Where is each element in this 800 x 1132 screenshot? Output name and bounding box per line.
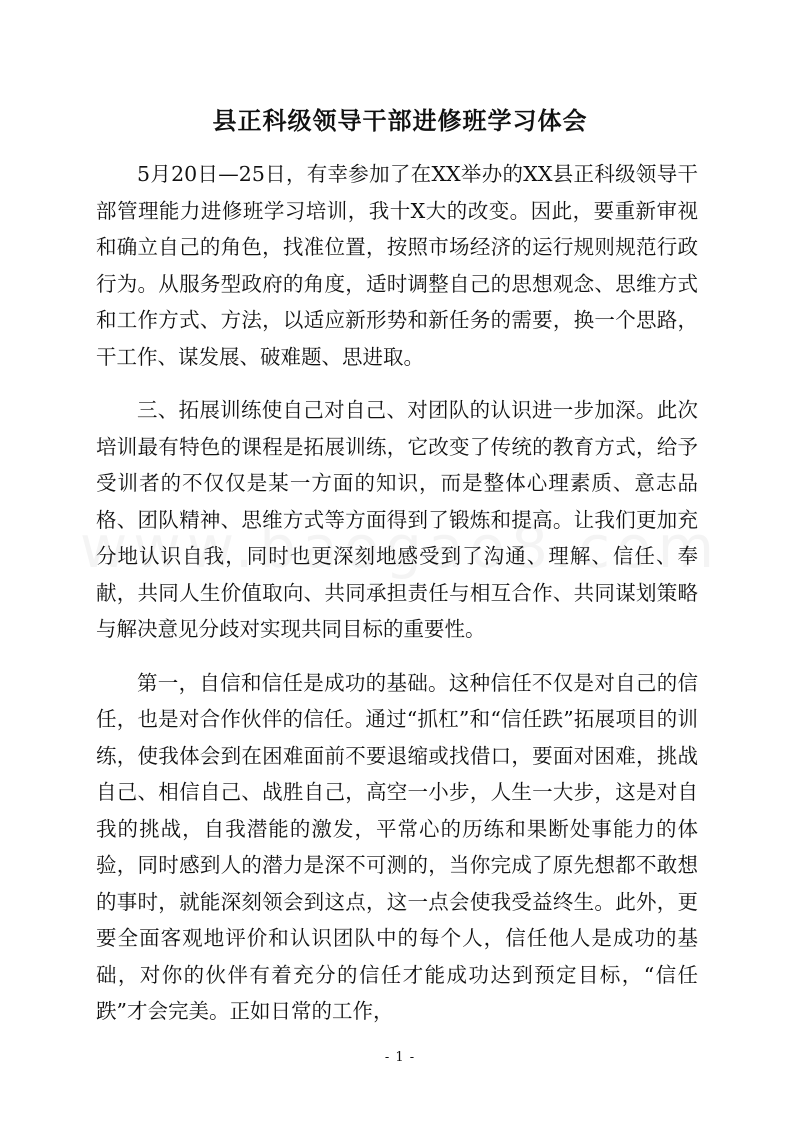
document-title: 县正科级领导干部进修班学习体会 [212,106,588,135]
page-number: - 1 - [384,1050,416,1065]
paragraph-trust: 第一，自信和信任是成功的基础。这种信任不仅是对自己的信任，也是对合作伙伴的信任。通过“抓杠”和“信任跌”拓展项目的训练，使我体会到在困难面前不要退缩或找借口，要面对困难，挑战自己、相信自己、战胜自己，高空一小步，人生一大步，这是对自我的挑战，自我潜能的激发，平常心的历练和果断处事能力的体验，同时感到人的潜力是深不可测的，当你完成了原先想都不敢想的事时，就能深刻领会到这点，这一点会使我受益终生。此外，更要全面客观地评价和认识团队中的每个人，信任他人是成功的基础，对你的伙伴有着充分的信任才能成功达到预定目标，“信任跌”才会完美。正如日常的工作， [96,670,698,1023]
paragraph-outdoor-training: 三、拓展训练使自己对自己、对团队的认识进一步加深。此次培训最有特色的课程是拓展训练，它改变了传统的教育方式，给予受训者的不仅仅是某一方面的知识，而是整体心理素质、意志品格、团队精神、思维方式等方面得到了锻炼和提高。让我们更加充分地认识自我，同时也更深刻地感受到了沟通、理解、信任、奉献，共同人生价值取向、共同承担责任与相互合作、共同谋划策略与解决意见分歧对实现共同目标的重要性。 [96,398,698,641]
paragraph-intro: 5月20日—25日，有幸参加了在XX举办的XX县正科级领导干部管理能力进修班学习培训，我十X大的改变。因此，要重新审视和确立自己的角色，找准位置，按照市场经济的运行规则规范行政行为。从服务型政府的角度，适时调整自己的思想观念、思维方式和工作方式、方法，以适应新形势和新任务的需要，换一个思路，干工作、谋发展、破难题、思进取。 [96,162,698,369]
document-body [96,156,698,1030]
